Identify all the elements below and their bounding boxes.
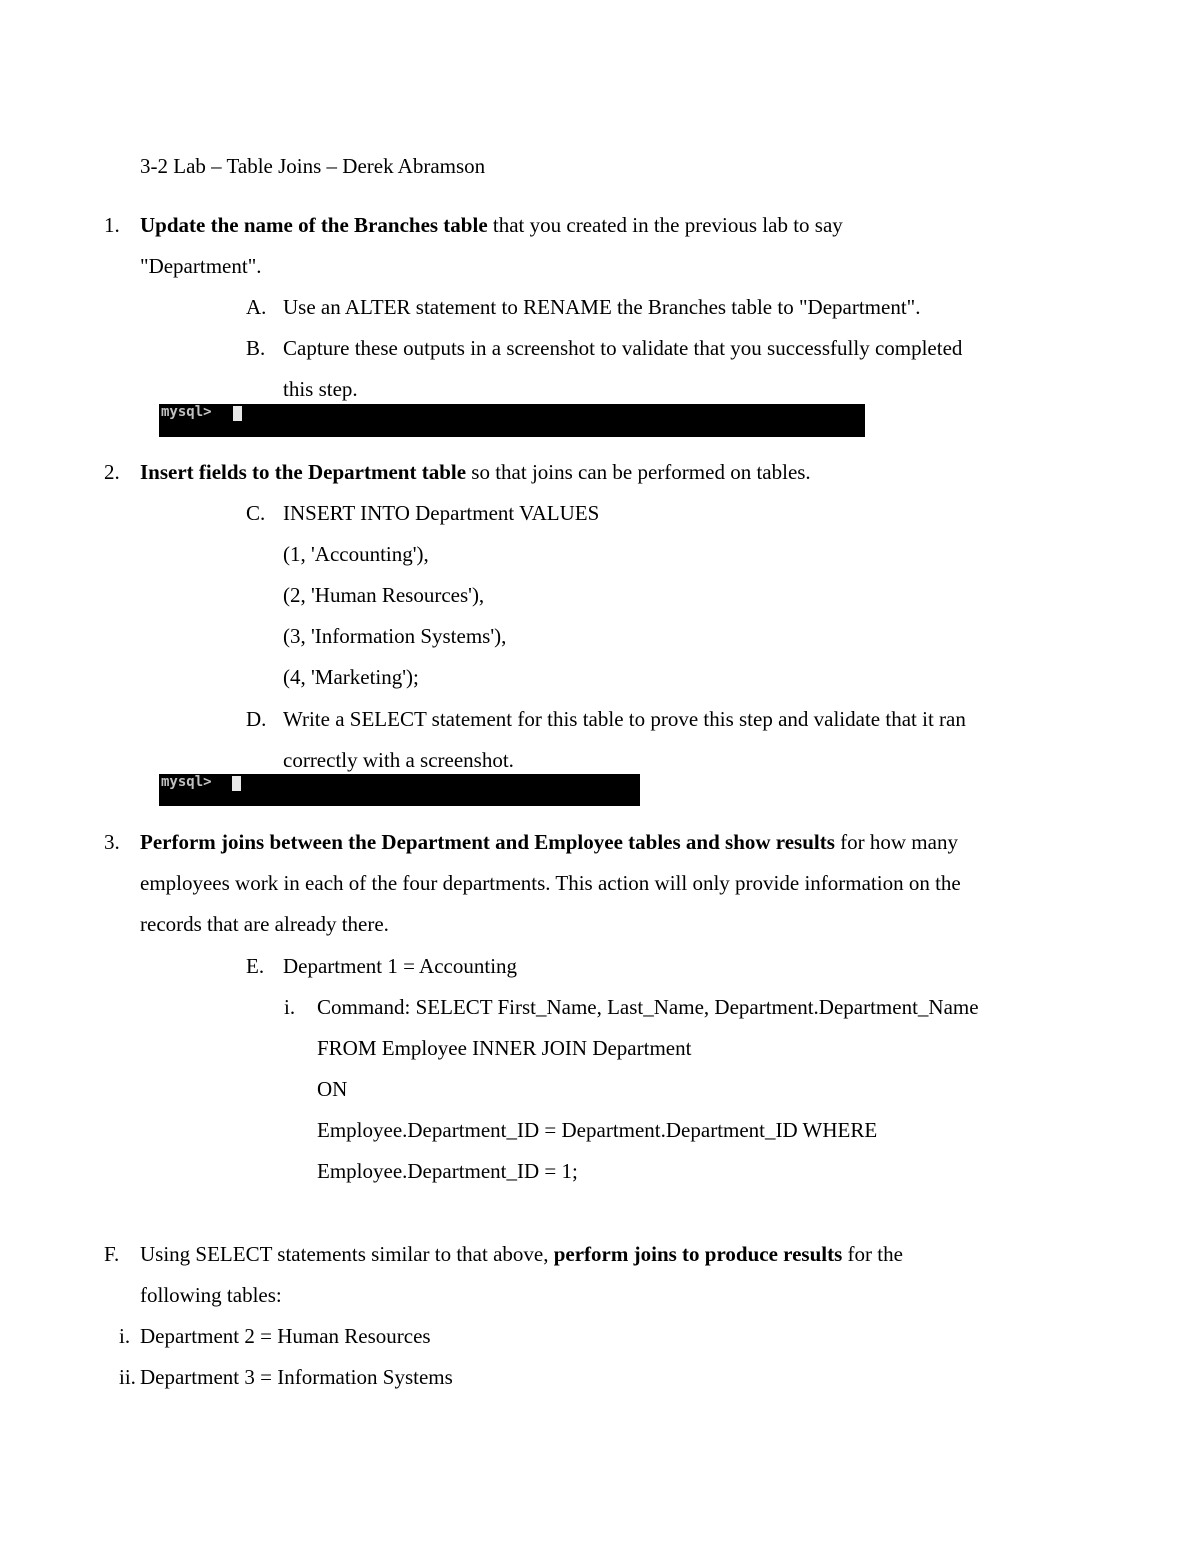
item-3-line-2: employees work in each of the four departments. This action will only provide information on the [140,871,961,895]
command-line-5: Employee.Department_ID = 1; [317,1159,578,1183]
sub-a-marker: A. [246,295,267,319]
sub-e-marker: E. [246,954,265,978]
item-1-marker: 1. [104,213,120,237]
sub-c-line-2: (1, 'Accounting'), [283,542,429,566]
item-1-line-1 [140,211,843,239]
sub-c-line-1: INSERT INTO Department VALUES [283,501,600,525]
terminal-prompt: mysql> [161,774,212,790]
item-1-line-2: "Department". [140,254,262,278]
sub-e-text: Department 1 = Accounting [283,954,518,978]
item-2-bold: Insert fields to the Department table [140,460,467,484]
document-title: 3-2 Lab – Table Joins – Derek Abramson [140,154,486,178]
item-2-line-1 [140,458,811,486]
list-item-marker: ii. [119,1365,136,1389]
sub-a-text: Use an ALTER statement to RENAME the Branches table to "Department". [283,295,921,319]
sub-b-line-2: this step. [283,377,358,401]
item-2-marker: 2. [104,460,120,484]
command-line-4: Employee.Department_ID = Department.Department_ID WHERE [317,1118,878,1142]
roman-i-marker: i. [284,995,296,1019]
item-2-rest: so that joins can be performed on tables. [466,460,811,484]
item-1-bold: Update the name of the Branches table [140,213,488,237]
terminal-cursor [233,406,242,421]
item-3-line-1 [140,828,958,856]
sub-c-marker: C. [246,501,266,525]
command-line-1: Command: SELECT First_Name, Last_Name, Department.Department_Name [317,995,979,1019]
item-1-rest: that you created in the previous lab to say [487,213,843,237]
sub-c-line-4: (3, 'Information Systems'), [283,624,507,648]
terminal-screenshot-2 [159,774,640,806]
sub-b-marker: B. [246,336,266,360]
terminal-screenshot-1 [159,404,865,437]
list-item-marker: i. [119,1324,131,1348]
sub-d-line-1: Write a SELECT statement for this table to prove this step and validate that it ran [283,707,966,731]
sub-d-line-2: correctly with a screenshot. [283,748,514,772]
item-f-marker: F. [104,1242,120,1266]
terminal-prompt: mysql> [161,404,212,420]
item-f-bold: perform joins to produce results [553,1242,843,1266]
sub-c-line-3: (2, 'Human Resources'), [283,583,485,607]
sub-d-marker: D. [246,707,267,731]
sub-b-line-1: Capture these outputs in a screenshot to validate that you successfully completed [283,336,963,360]
item-3-bold: Perform joins between the Department and Employee tables and show results [140,830,835,854]
item-3-line-3: records that are already there. [140,912,389,936]
command-line-3: ON [317,1077,348,1101]
item-f-pre: Using SELECT statements similar to that above, [140,1242,554,1266]
terminal-cursor [232,776,241,791]
sub-c-line-5: (4, 'Marketing'); [283,665,419,689]
list-item: Department 2 = Human Resources [140,1324,431,1348]
item-f-line-1 [140,1240,903,1268]
item-f-post: for the [842,1242,903,1266]
item-3-marker: 3. [104,830,120,854]
item-3-rest: for how many [834,830,958,854]
command-line-2: FROM Employee INNER JOIN Department [317,1036,692,1060]
list-item: Department 3 = Information Systems [140,1365,453,1389]
item-f-line-2: following tables: [140,1283,282,1307]
